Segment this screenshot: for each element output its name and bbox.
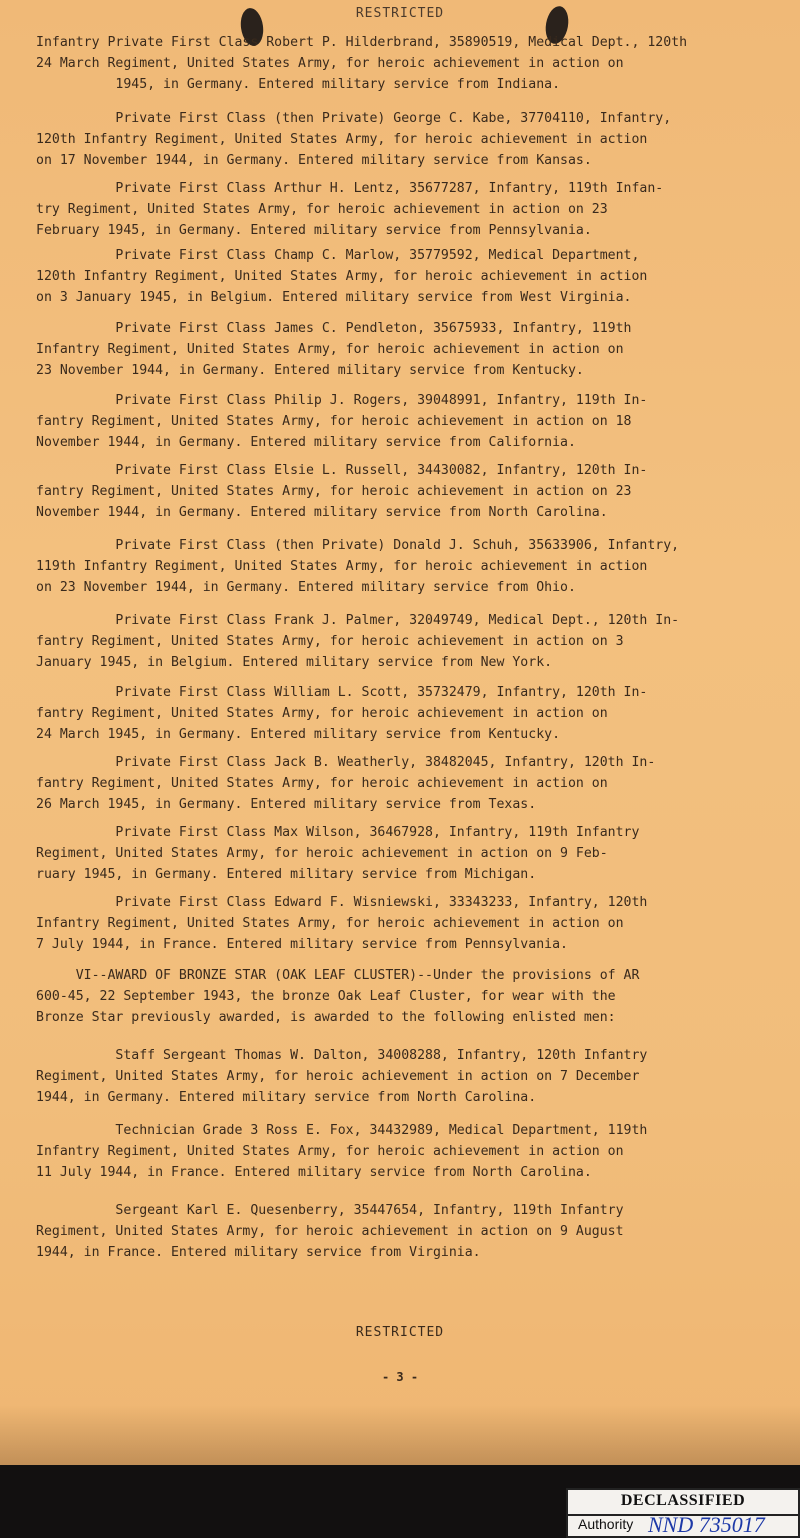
page-number: - 3 -	[381, 1370, 419, 1384]
paragraph-line: on 23 November 1944, in Germany. Entered military service from Ohio.	[36, 580, 576, 595]
paragraph-line: Private First Class Philip J. Rogers, 39048991, Infantry, 119th In-	[36, 393, 648, 408]
paragraph-line: 119th Infantry Regiment, United States Army, for heroic achievement in action	[36, 559, 648, 574]
paragraph-line: Sergeant Karl E. Quesenberry, 35447654, Infantry, 119th Infantry	[36, 1203, 624, 1218]
paragraph-line: Infantry Regiment, United States Army, for heroic achievement in action on	[36, 1144, 624, 1159]
paragraph-line: Regiment, United States Army, for heroic achievement in action on 9 Feb-	[36, 846, 608, 861]
paragraph-line: fantry Regiment, United States Army, for heroic achievement in action on 18	[36, 414, 632, 429]
paragraph-line: 1945, in Germany. Entered military service from Indiana.	[36, 77, 561, 92]
paragraph-line: 7 July 1944, in France. Entered military service from Pennsylvania.	[36, 937, 568, 952]
paragraph	[36, 965, 639, 1028]
paragraph	[36, 318, 631, 381]
paragraph-line: 120th Infantry Regiment, United States Army, for heroic achievement in action	[36, 132, 648, 147]
paragraph	[36, 610, 679, 673]
paragraph-line: Private First Class (then Private) George C. Kabe, 37704110, Infantry,	[36, 111, 672, 126]
paragraph-line: 1944, in France. Entered military service from Virginia.	[36, 1245, 481, 1260]
paragraph-line: 11 July 1944, in France. Entered military service from North Carolina.	[36, 1165, 592, 1180]
paragraph	[36, 892, 647, 955]
paragraph-line: fantry Regiment, United States Army, for heroic achievement in action on 3	[36, 634, 624, 649]
stamp-authority-label: Authority	[578, 1516, 634, 1532]
footer-classification: RESTRICTED	[355, 1325, 445, 1340]
paragraph-line: try Regiment, United States Army, for heroic achievement in action on 23	[36, 202, 608, 217]
paragraph-line: 120th Infantry Regiment, United States Army, for heroic achievement in action	[36, 269, 648, 284]
paragraph-line: Private First Class Edward F. Wisniewski, 33343233, Infantry, 120th	[36, 895, 648, 910]
paragraph	[36, 822, 639, 885]
paragraph	[36, 1120, 647, 1183]
paragraph	[36, 108, 671, 171]
paragraph-line: Technician Grade 3 Ross E. Fox, 34432989, Medical Department, 119th	[36, 1123, 648, 1138]
paragraph-line: Private First Class Champ C. Marlow, 35779592, Medical Department,	[36, 248, 640, 263]
paragraph-line: February 1945, in Germany. Entered military service from Pennsylvania.	[36, 223, 592, 238]
paragraph-line: Private First Class Elsie L. Russell, 34430082, Infantry, 120th In-	[36, 463, 648, 478]
paragraph-line: 600-45, 22 September 1943, the bronze Oak Leaf Cluster, for wear with the	[36, 989, 616, 1004]
paragraph	[36, 752, 655, 815]
header-classification: RESTRICTED	[355, 6, 445, 21]
stamp-authority-value: NND 735017	[648, 1512, 765, 1537]
paragraph-line: Staff Sergeant Thomas W. Dalton, 34008288, Infantry, 120th Infantry	[36, 1048, 648, 1063]
paragraph-line: 24 March 1945, in Germany. Entered military service from Kentucky.	[36, 727, 561, 742]
paragraph-line: Infantry Regiment, United States Army, for heroic achievement in action on	[36, 342, 624, 357]
paragraph	[36, 460, 647, 523]
paragraph	[36, 1200, 624, 1263]
paragraph-line: on 3 January 1945, in Belgium. Entered military service from West Virginia.	[36, 290, 632, 305]
paragraph-line: Bronze Star previously awarded, is awarded to the following enlisted men:	[36, 1010, 616, 1025]
paragraph-line: 26 March 1945, in Germany. Entered military service from Texas.	[36, 797, 537, 812]
paragraph-line: January 1945, in Belgium. Entered military service from New York.	[36, 655, 553, 670]
paragraph-line: fantry Regiment, United States Army, for heroic achievement in action on 23	[36, 484, 632, 499]
paragraph-line: Regiment, United States Army, for heroic achievement in action on 9 August	[36, 1224, 624, 1239]
paragraph-line: November 1944, in Germany. Entered military service from California.	[36, 435, 576, 450]
paragraph-line: Infantry Private First Class Robert P. Hilderbrand, 35890519, Medical Dept., 120th	[36, 35, 688, 50]
paragraph-line: VI--AWARD OF BRONZE STAR (OAK LEAF CLUSTER)--Under the provisions of AR	[36, 968, 640, 983]
paragraph-line: Private First Class Frank J. Palmer, 32049749, Medical Dept., 120th In-	[36, 613, 680, 628]
paragraph-line: 23 November 1944, in Germany. Entered military service from Kentucky.	[36, 363, 584, 378]
declassified-stamp	[566, 1488, 800, 1538]
paragraph-line: November 1944, in Germany. Entered military service from North Carolina.	[36, 505, 608, 520]
paragraph-line: 1944, in Germany. Entered military service from North Carolina.	[36, 1090, 537, 1105]
paragraph-line: fantry Regiment, United States Army, for heroic achievement in action on	[36, 776, 608, 791]
paragraph	[36, 32, 687, 95]
paragraph	[36, 390, 647, 453]
paragraph-line: Regiment, United States Army, for heroic achievement in action on 7 December	[36, 1069, 640, 1084]
paragraph-line: fantry Regiment, United States Army, for heroic achievement in action on	[36, 706, 608, 721]
paragraph-line: Private First Class Arthur H. Lentz, 35677287, Infantry, 119th Infan-	[36, 181, 664, 196]
paragraph-line: Private First Class James C. Pendleton, 35675933, Infantry, 119th	[36, 321, 632, 336]
paragraph	[36, 535, 679, 598]
paragraph	[36, 682, 647, 745]
paragraph	[36, 1045, 647, 1108]
paragraph	[36, 178, 663, 241]
paragraph-line: Private First Class (then Private) Donald J. Schuh, 35633906, Infantry,	[36, 538, 680, 553]
paragraph-line: on 17 November 1944, in Germany. Entered military service from Kansas.	[36, 153, 592, 168]
paragraph-line: Private First Class Jack B. Weatherly, 38482045, Infantry, 120th In-	[36, 755, 656, 770]
stamp-title: DECLASSIFIED	[620, 1492, 746, 1509]
paragraph-line: Infantry Regiment, United States Army, for heroic achievement in action on	[36, 916, 624, 931]
paragraph-line: 24 March Regiment, United States Army, for heroic achievement in action on	[36, 56, 624, 71]
paragraph	[36, 245, 647, 308]
paragraph-line: Private First Class William L. Scott, 35732479, Infantry, 120th In-	[36, 685, 648, 700]
paragraph-line: ruary 1945, in Germany. Entered military service from Michigan.	[36, 867, 537, 882]
paragraph-line: Private First Class Max Wilson, 36467928, Infantry, 119th Infantry	[36, 825, 640, 840]
